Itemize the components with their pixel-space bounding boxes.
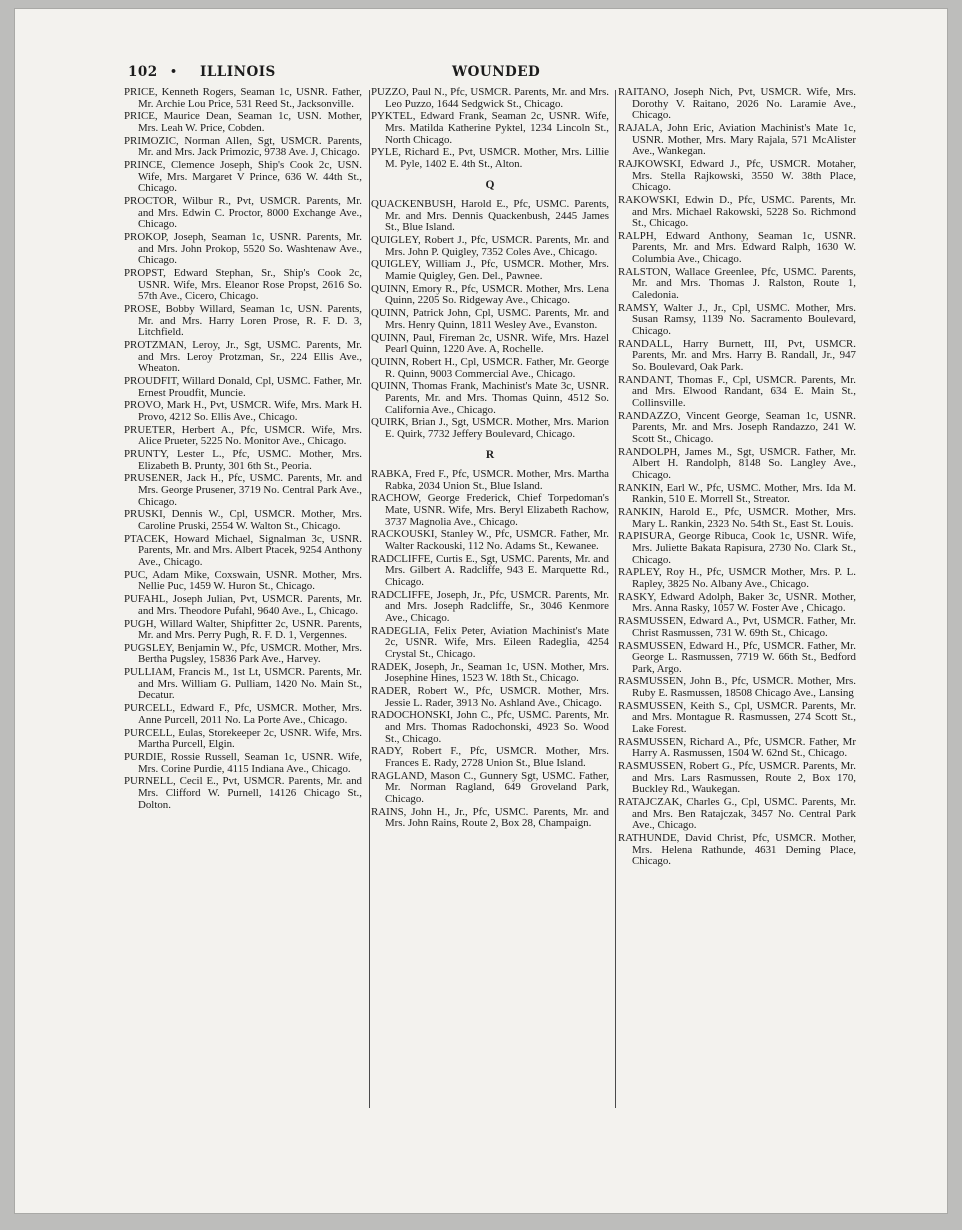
casualty-entry: RACKOUSKI, Stanley W., Pfc, USMCR. Father, Mr. Walter Rackouski, 112 No. Adams St., Kewanee. bbox=[371, 528, 609, 553]
casualty-entry: QUIGLEY, Robert J., Pfc, USMCR. Parents, Mr. and Mrs. John P. Quigley, 7352 Coles Ave., Chicago. bbox=[371, 234, 609, 258]
casualty-entry: RADEK, Joseph, Jr., Seaman 1c, USN. Mother, Mrs. Josephine Hines, 1523 W. 18th St., Chicago. bbox=[371, 660, 609, 685]
page-number: 102 bbox=[128, 64, 158, 80]
casualty-entry: QUINN, Thomas Frank, Machinist's Mate 3c, USNR. Parents, Mr. and Mrs. Thomas Quinn, 4512 So. California Ave., Chicago. bbox=[371, 380, 609, 416]
casualty-entry: RADEGLIA, Felix Peter, Aviation Machinist's Mate 2c, USNR. Wife, Mrs. Eileen Radeglia, 4254 Crystal St., Chicago. bbox=[371, 624, 609, 660]
casualty-entry: RANKIN, Harold E., Pfc, USMCR. Mother, Mrs. Mary L. Rankin, 2323 No. 54th St., East St. Louis. bbox=[618, 506, 856, 530]
casualty-entry: PYKTEL, Edward Frank, Seaman 2c, USNR. Wife, Mrs. Matilda Katherine Pyktel, 1234 Lincoln St., North Chicago. bbox=[371, 110, 609, 146]
casualty-entry: RAJKOWSKI, Edward J., Pfc, USMCR. Motaher, Mrs. Stella Rajkowski, 3550 W. 38th Place, Chicago. bbox=[618, 157, 856, 194]
casualty-entry: PRINCE, Clemence Joseph, Ship's Cook 2c, USN. Wife, Mrs. Margaret V Prince, 636 W. 44th St., Chicago. bbox=[124, 159, 362, 195]
casualty-entry: RALSTON, Wallace Greenlee, Pfc, USMC. Parents, Mr. and Mrs. Thomas J. Ralston, Route 1, Caledonia. bbox=[618, 265, 856, 302]
casualty-entry: PURCELL, Eulas, Storekeeper 2c, USNR. Wife, Mrs. Martha Purcell, Elgin. bbox=[124, 726, 362, 751]
casualty-entry: PUZZO, Paul N., Pfc, USMCR. Parents, Mr. and Mrs. Leo Puzzo, 1644 Sedgwick St., Chicago. bbox=[371, 87, 609, 110]
casualty-entry: PRICE, Maurice Dean, Seaman 1c, USN. Mother, Mrs. Leah W. Price, Cobden. bbox=[124, 110, 362, 134]
casualty-entry: RAMSY, Walter J., Jr., Cpl, USMC. Mother, Mrs. Susan Ramsy, 1139 No. Sacramento Boulevard, Chicago. bbox=[618, 301, 856, 337]
casualty-entry: RADCLIFFE, Joseph, Jr., Pfc, USMCR. Parents, Mr. and Mrs. Joseph Radcliffe, Sr., 3046 Kenmore Ave., Chicago. bbox=[371, 588, 609, 624]
casualty-entry: RAJALA, John Eric, Aviation Machinist's Mate 1c, USNR. Mother, Mrs. Mary Rajala, 571 McAlister Ave., Wankegan. bbox=[618, 121, 856, 158]
casualty-entry: PUFAHL, Joseph Julian, Pvt, USMCR. Parents, Mr. and Mrs. Theodore Pufahl, 9640 Ave., L, Chicago. bbox=[124, 593, 362, 617]
casualty-entry: RANDOLPH, James M., Sgt, USMCR. Father, Mr. Albert H. Randolph, 8148 So. Langley Ave., Chicago. bbox=[618, 445, 856, 481]
casualty-entry: PROCTOR, Wilbur R., Pvt, USMCR. Parents, Mr. and Mrs. Edwin C. Proctor, 8000 Exchange Ave., Chicago. bbox=[124, 195, 362, 231]
section-heading: WOUNDED bbox=[452, 64, 541, 80]
bullet-separator: • bbox=[170, 65, 178, 78]
section-letter: Q bbox=[485, 178, 495, 191]
casualty-entry: QUINN, Patrick John, Cpl, USMC. Parents, Mr. and Mrs. Henry Quinn, 1811 Wesley Ave., Evanston. bbox=[371, 307, 609, 331]
casualty-entry: RATAJCZAK, Charles G., Cpl, USMC. Parents, Mr. and Mrs. Ben Ratajczak, 3457 No. Central Park Ave., Chicago. bbox=[618, 796, 856, 832]
casualty-entry: PULLIAM, Francis M., 1st Lt, USMCR. Parents, Mr. and Mrs. William G. Pulliam, 1420 No. Main St., Decatur. bbox=[124, 666, 362, 702]
casualty-entry: PURNELL, Cecil E., Pvt, USMCR. Parents, Mr. and Mrs. Clifford W. Purnell, 14126 Chicago St., Dolton. bbox=[124, 775, 362, 811]
casualty-entry: RASMUSSEN, Richard A., Pfc, USMCR. Father, Mr Harry A. Rasmussen, 1504 W. 62nd St., Chicago. bbox=[618, 735, 856, 760]
column-1 bbox=[124, 87, 362, 1127]
casualty-entry: PRUETER, Herbert A., Pfc, USMCR. Wife, Mrs. Alice Prueter, 5225 No. Monitor Ave., Chicago. bbox=[124, 423, 362, 448]
casualty-entry: PROTZMAN, Leroy, Jr., Sgt, USMC. Parents, Mr. and Mrs. Leroy Protzman, Sr., 224 Ellis Ave., Wheaton. bbox=[124, 338, 362, 375]
casualty-entry: QUIRK, Brian J., Sgt, USMCR. Mother, Mrs. Marion E. Quirk, 7732 Jeffery Boulevard, Chicago. bbox=[371, 416, 609, 440]
casualty-entry: PTACEK, Howard Michael, Signalman 3c, USNR. Parents, Mr. and Mrs. Albert Ptacek, 9254 Anthony Ave., Chicago. bbox=[124, 532, 362, 568]
casualty-entry: PRUNTY, Lester L., Pfc, USMC. Mother, Mrs. Elizabeth B. Prunty, 301 6th St., Peoria. bbox=[124, 448, 362, 472]
casualty-entry: PROPST, Edward Stephan, Sr., Ship's Cook 2c, USNR. Wife, Mrs. Eleanor Rose Propst, 2616 So. 57th Ave., Cicero, Chicago. bbox=[124, 267, 362, 303]
casualty-entry: PUC, Adam Mike, Coxswain, USNR. Mother, Mrs. Nellie Puc, 1459 W. Huron St., Chicago. bbox=[124, 568, 362, 593]
casualty-entry: PRICE, Kenneth Rogers, Seaman 1c, USNR. Father, Mr. Archie Lou Price, 531 Reed St., Jacksonville. bbox=[124, 87, 362, 110]
casualty-entry: QUACKENBUSH, Harold E., Pfc, USMC. Parents, Mr. and Mrs. Dennis Quackenbush, 2445 James St., Blue Island. bbox=[371, 198, 609, 234]
section-letter: R bbox=[485, 448, 495, 461]
casualty-entry: PRUSENER, Jack H., Pfc, USMC. Parents, Mr. and Mrs. George Prusener, 3719 No. Central Park Ave., Chicago. bbox=[124, 472, 362, 508]
casualty-entry: RASMUSSEN, Robert G., Pfc, USMCR. Parents, Mr. and Mrs. Lars Rasmussen, Route 2, Box 170, Buckley Rd., Waukegan. bbox=[618, 760, 856, 796]
state-heading: ILLINOIS bbox=[200, 64, 276, 80]
casualty-entry: QUIGLEY, William J., Pfc, USMCR. Mother, Mrs. Mamie Quigley, Gen. Del., Pawnee. bbox=[371, 258, 609, 283]
casualty-entry: RAITANO, Joseph Nich, Pvt, USMCR. Wife, Mrs. Dorothy V. Raitano, 2026 No. Laramie Ave., Chicago. bbox=[618, 87, 856, 122]
casualty-entry: RASMUSSEN, John B., Pfc, USMCR. Mother, Mrs. Ruby E. Rasmussen, 18508 Chicago Ave., Lansing bbox=[618, 675, 856, 700]
casualty-entry: RAGLAND, Mason C., Gunnery Sgt, USMC. Father, Mr. Norman Ragland, 649 Groveland Park, Chicago. bbox=[371, 769, 609, 805]
casualty-entry: PUGH, Willard Walter, Shipfitter 2c, USNR. Parents, Mr. and Mrs. Perry Pugh, R. F. D. 1, Vergennes. bbox=[124, 617, 362, 642]
casualty-entry: RANDAZZO, Vincent George, Seaman 1c, USNR. Parents, Mr. and Mrs. Joseph Randazzo, 241 W. Scott St., Chicago. bbox=[618, 409, 856, 445]
casualty-entry: RASKY, Edward Adolph, Baker 3c, USNR. Mother, Mrs. Anna Rasky, 1057 W. Foster Ave , Chicago. bbox=[618, 590, 856, 615]
casualty-entry: PROVO, Mark H., Pvt, USMCR. Wife, Mrs. Mark H. Provo, 4212 So. Ellis Ave., Chicago. bbox=[124, 399, 362, 423]
casualty-entry: RASMUSSEN, Edward A., Pvt, USMCR. Father, Mr. Christ Rasmussen, 731 W. 69th St., Chicago. bbox=[618, 615, 856, 639]
casualty-entry: PROKOP, Joseph, Seaman 1c, USNR. Parents, Mr. and Mrs. John Prokop, 5520 So. Washtenaw Ave., Chicago. bbox=[124, 231, 362, 267]
casualty-entry: PYLE, Richard E., Pvt, USMCR. Mother, Mrs. Lillie M. Pyle, 1402 E. 4th St., Alton. bbox=[371, 146, 609, 170]
casualty-entry: RATHUNDE, David Christ, Pfc, USMCR. Mother, Mrs. Helena Rathunde, 4631 Deming Place, Chicago. bbox=[618, 832, 856, 868]
casualty-entry: RAINS, John H., Jr., Pfc, USMC. Parents, Mr. and Mrs. John Rains, Route 2, Box 28, Champaign. bbox=[371, 805, 609, 830]
casualty-entry: PURCELL, Edward F., Pfc, USMCR. Mother, Mrs. Anne Purcell, 2011 No. La Porte Ave., Chicago. bbox=[124, 702, 362, 726]
casualty-entry: RADOCHONSKI, John C., Pfc, USMC. Parents, Mr. and Mrs. Thomas Radochonski, 4923 So. Wood St., Chicago. bbox=[371, 709, 609, 745]
casualty-entry: RAPLEY, Roy H., Pfc, USMCR Mother, Mrs. P. L. Rapley, 3825 No. Albany Ave., Chicago. bbox=[618, 566, 856, 590]
casualty-entry: RANDALL, Harry Burnett, III, Pvt, USMCR. Parents, Mr. and Mrs. Harry B. Randall, Jr., 947 So. Boulevard, Oak Park. bbox=[618, 337, 856, 373]
casualty-entry: QUINN, Emory R., Pfc, USMCR. Mother, Mrs. Lena Quinn, 2205 So. Ridgeway Ave., Chicago. bbox=[371, 282, 609, 307]
casualty-entry: RADER, Robert W., Pfc, USMCR. Mother, Mrs. Jessie L. Rader, 3913 No. Ashland Ave., Chicago. bbox=[371, 685, 609, 709]
casualty-entry: RADCLIFFE, Curtis E., Sgt, USMC. Parents, Mr. and Mrs. Gilbert A. Radcliffe, 943 E. Marquette Rd., Chicago. bbox=[371, 552, 609, 588]
casualty-entry: PROUDFIT, Willard Donald, Cpl, USMC. Father, Mr. Ernest Proudfit, Muncie. bbox=[124, 374, 362, 399]
casualty-entry: PRUSKI, Dennis W., Cpl, USMCR. Mother, Mrs. Caroline Pruski, 2554 W. Walton St., Chicago. bbox=[124, 508, 362, 532]
casualty-entry: RADY, Robert F., Pfc, USMCR. Mother, Mrs. Frances E. Rady, 2728 Union St., Blue Island. bbox=[371, 745, 609, 770]
casualty-entry: RAPISURA, George Ribuca, Cook 1c, USNR. Wife, Mrs. Juliette Bakata Rapisura, 2730 No. Clark St., Chicago. bbox=[618, 530, 856, 566]
casualty-entry: QUINN, Paul, Fireman 2c, USNR. Wife, Mrs. Hazel Pearl Quinn, 1220 Ave. A, Rochelle. bbox=[371, 331, 609, 356]
document-page bbox=[14, 8, 948, 1214]
casualty-entry: PRIMOZIC, Norman Allen, Sgt, USMCR. Parents, Mr. and Mrs. Jack Primozic, 9738 Ave. J, Chicago. bbox=[124, 134, 362, 159]
casualty-entry: QUINN, Robert H., Cpl, USMCR. Father, Mr. George R. Quinn, 9003 Commercial Ave., Chicago. bbox=[371, 355, 609, 380]
casualty-entry: RABKA, Fred F., Pfc, USMCR. Mother, Mrs. Martha Rabka, 2034 Union St., Blue Island. bbox=[371, 468, 609, 492]
casualty-entry: RANKIN, Earl W., Pfc, USMC. Mother, Mrs. Ida M. Rankin, 510 E. Morrell St., Streator. bbox=[618, 481, 856, 506]
casualty-entry: PUGSLEY, Benjamin W., Pfc, USMCR. Mother, Mrs. Bertha Pugsley, 15836 Park Ave., Harvey. bbox=[124, 641, 362, 666]
column-3 bbox=[618, 87, 856, 1127]
column-2 bbox=[371, 87, 609, 1127]
casualty-entry: PURDIE, Rossie Russell, Seaman 1c, USNR. Wife, Mrs. Corine Purdie, 4115 Indiana Ave., Chicago. bbox=[124, 750, 362, 775]
casualty-entry: RANDANT, Thomas F., Cpl, USMCR. Parents, Mr. and Mrs. Elwood Randant, 634 E. Main St., Collinsville. bbox=[618, 373, 856, 409]
casualty-entry: RASMUSSEN, Edward H., Pfc, USMCR. Father, Mr. George L. Rasmussen, 7719 W. 66th St., Bedford Park, Argo. bbox=[618, 639, 856, 675]
column-divider bbox=[615, 90, 616, 1108]
casualty-entry: RACHOW, George Frederick, Chief Torpedoman's Mate, USNR. Wife, Mrs. Beryl Elizabeth Rachow, 3737 Magnolia Ave., Chicago. bbox=[371, 492, 609, 528]
column-divider bbox=[369, 90, 370, 1108]
page-header bbox=[14, 64, 948, 84]
casualty-entry: PROSE, Bobby Willard, Seaman 1c, USN. Parents, Mr. and Mrs. Harry Loren Prose, R. F. D. 3, Litchfield. bbox=[124, 303, 362, 339]
casualty-entry: RALPH, Edward Anthony, Seaman 1c, USNR. Parents, Mr. and Mrs. Edward Ralph, 1630 W. Columbia Ave., Chicago. bbox=[618, 229, 856, 266]
casualty-entry: RASMUSSEN, Keith S., Cpl, USMCR. Parents, Mr. and Mrs. Montague R. Rasmussen, 274 Scott St., Lake Forest. bbox=[618, 699, 856, 736]
casualty-entry: RAKOWSKI, Edwin D., Pfc, USMC. Parents, Mr. and Mrs. Michael Rakowski, 5228 So. Richmond St., Chicago. bbox=[618, 193, 856, 230]
